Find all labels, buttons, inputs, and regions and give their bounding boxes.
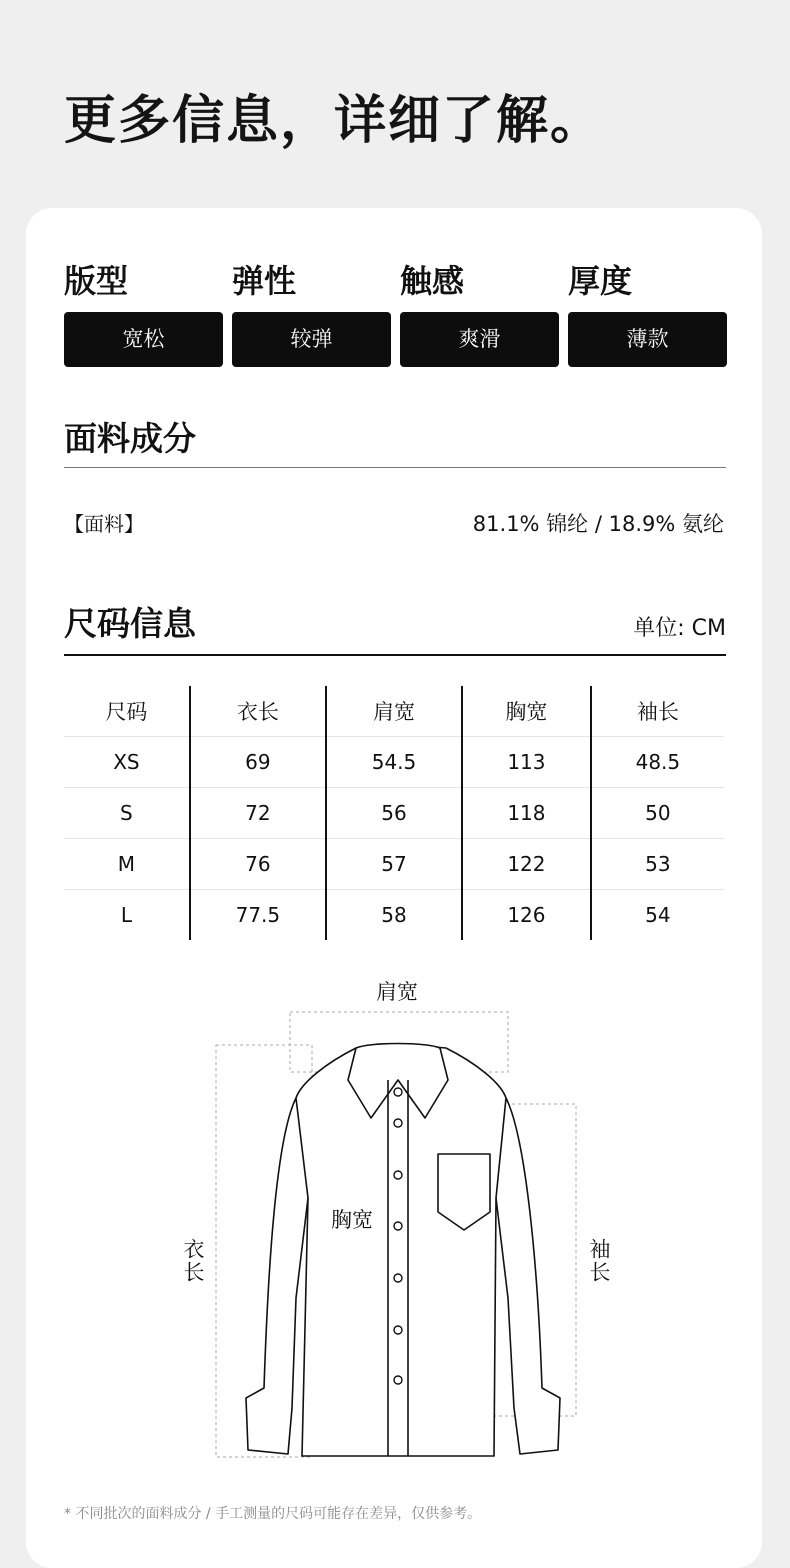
attr-fit — [64, 258, 223, 367]
shirt-body — [296, 1044, 506, 1456]
length-cell: 72 — [190, 788, 326, 839]
sleeve-label: 袖长 — [587, 1238, 611, 1284]
attr-title: 版型 — [64, 262, 129, 300]
size-divider — [64, 654, 726, 656]
header-cell: 胸宽 — [462, 686, 591, 737]
size-table — [64, 686, 724, 940]
fabric-label: 【面料】 — [64, 512, 144, 536]
attr-title: 弹性 — [232, 262, 297, 300]
sleeve-cell: 50 — [591, 788, 724, 839]
info-card — [26, 208, 762, 1568]
attr-value-badge: 宽松 — [64, 312, 223, 367]
unit-label: 单位: CM — [633, 616, 726, 641]
attr-value-badge: 薄款 — [568, 312, 727, 367]
shoulder-cell: 57 — [326, 839, 462, 890]
shoulder-cell: 58 — [326, 890, 462, 941]
table-row — [64, 737, 724, 788]
page-title: 更多信息，详细了解。 — [64, 91, 605, 151]
shoulder-cell: 54.5 — [326, 737, 462, 788]
header-cell: 袖长 — [591, 686, 724, 737]
sleeve-cell: 53 — [591, 839, 724, 890]
fabric-composition: 81.1% 锦纶 / 18.9% 氨纶 — [472, 512, 724, 536]
table-row — [64, 788, 724, 839]
size-cell: L — [64, 890, 190, 941]
shoulder-cell: 56 — [326, 788, 462, 839]
attr-touch — [400, 258, 559, 367]
chest-label: 胸宽 — [331, 1208, 373, 1232]
attr-thickness — [568, 258, 727, 367]
chest-cell: 118 — [462, 788, 591, 839]
fabric-divider — [64, 467, 726, 468]
shirt-illustration — [26, 968, 762, 1488]
length-cell: 77.5 — [190, 890, 326, 941]
table-row — [64, 839, 724, 890]
left-sleeve — [246, 1098, 308, 1454]
header-cell: 衣长 — [190, 686, 326, 737]
size-cell: XS — [64, 737, 190, 788]
sleeve-cell: 54 — [591, 890, 724, 941]
fabric-section-title: 面料成分 — [64, 419, 196, 458]
chest-cell: 122 — [462, 839, 591, 890]
attr-value-badge: 较弹 — [232, 312, 391, 367]
header-cell: 肩宽 — [326, 686, 462, 737]
attr-title: 厚度 — [568, 262, 633, 300]
chest-cell: 113 — [462, 737, 591, 788]
size-cell: S — [64, 788, 190, 839]
length-cell: 69 — [190, 737, 326, 788]
chest-cell: 126 — [462, 890, 591, 941]
header-cell: 尺码 — [105, 700, 148, 724]
attr-value-badge: 爽滑 — [400, 312, 559, 367]
measurement-diagram — [26, 968, 762, 1488]
shoulder-label: 肩宽 — [376, 980, 418, 1004]
attribute-grid — [64, 258, 727, 367]
attr-elasticity — [232, 258, 391, 367]
length-label: 衣长 — [181, 1238, 205, 1284]
size-table-header — [64, 686, 724, 737]
size-cell: M — [64, 839, 190, 890]
right-sleeve — [496, 1098, 560, 1454]
sleeve-cell: 48.5 — [591, 737, 724, 788]
attr-title: 触感 — [400, 262, 465, 300]
disclaimer-footnote: * 不同批次的面料成分 / 手工测量的尺码可能存在差异，仅供参考。 — [64, 1506, 482, 1522]
length-cell: 76 — [190, 839, 326, 890]
table-row — [64, 890, 724, 941]
size-section-title: 尺码信息 — [64, 604, 196, 643]
